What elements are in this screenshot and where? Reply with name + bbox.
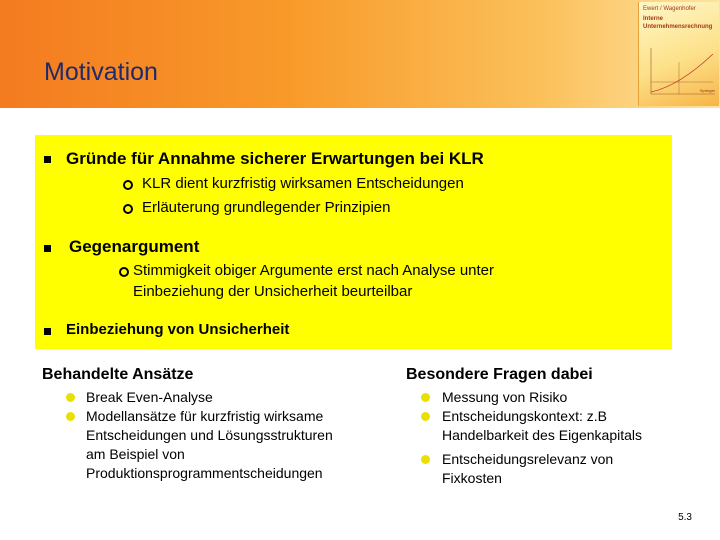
sub-point-short-term: KLR dient kurzfristig wirksamen Entscheidungen	[142, 175, 464, 192]
round-bullet-icon	[421, 455, 430, 464]
book-chart-graphic	[639, 42, 719, 102]
book-cover-image	[638, 2, 719, 106]
round-bullet-icon	[66, 393, 75, 402]
left-item-break-even: Break Even-Analyse	[86, 389, 213, 405]
circle-bullet-icon	[119, 267, 129, 277]
square-bullet-icon	[44, 245, 51, 252]
left-item-models-line4: Produktionsprogrammentscheidungen	[86, 465, 323, 481]
right-column-heading: Besondere Fragen dabei	[406, 366, 593, 383]
right-item-context-line2: Handelbarkeit des Eigenkapitals	[442, 427, 643, 443]
right-item-context-line1: Entscheidungskontext: z.B	[442, 408, 607, 424]
sub-point-consistency-line2: Einbeziehung der Unsicherheit beurteilbar	[133, 283, 413, 300]
square-bullet-icon	[44, 156, 51, 163]
sub-point-principles: Erläuterung grundlegender Prinzipien	[142, 199, 391, 216]
square-bullet-icon	[44, 328, 51, 335]
book-title-line1: Interne	[643, 16, 664, 22]
book-publisher: Springer	[699, 88, 715, 93]
slide-title: Motivation	[44, 58, 158, 86]
left-item-models-line3: am Beispiel von	[86, 446, 185, 462]
right-item-fixed-costs-line1: Entscheidungsrelevanz von	[442, 451, 614, 467]
book-title-line2: Unternehmensrechnung	[643, 24, 713, 30]
point-reasons: Gründe für Annahme sicherer Erwartungen bei KLR	[66, 149, 484, 168]
round-bullet-icon	[421, 412, 430, 421]
left-item-models-line1: Modellansätze für kurzfristig wirksame	[86, 408, 324, 424]
circle-bullet-icon	[123, 180, 133, 190]
round-bullet-icon	[66, 412, 75, 421]
point-uncertainty: Einbeziehung von Unsicherheit	[66, 321, 290, 338]
sub-point-consistency-line1: Stimmigkeit obiger Argumente erst nach Analyse unter	[133, 262, 495, 279]
right-item-fixed-costs-line2: Fixkosten	[442, 470, 502, 486]
book-author: Ewert / Wagenhofer	[643, 6, 696, 12]
circle-bullet-icon	[123, 204, 133, 214]
point-counterargument: Gegenargument	[69, 237, 200, 256]
header-band	[0, 0, 720, 108]
round-bullet-icon	[421, 393, 430, 402]
left-item-models-line2: Entscheidungen und Lösungsstrukturen	[86, 427, 333, 443]
page-number: 5.3	[678, 512, 692, 523]
right-item-risk: Messung von Risiko	[442, 389, 568, 405]
left-column-heading: Behandelte Ansätze	[42, 366, 194, 383]
